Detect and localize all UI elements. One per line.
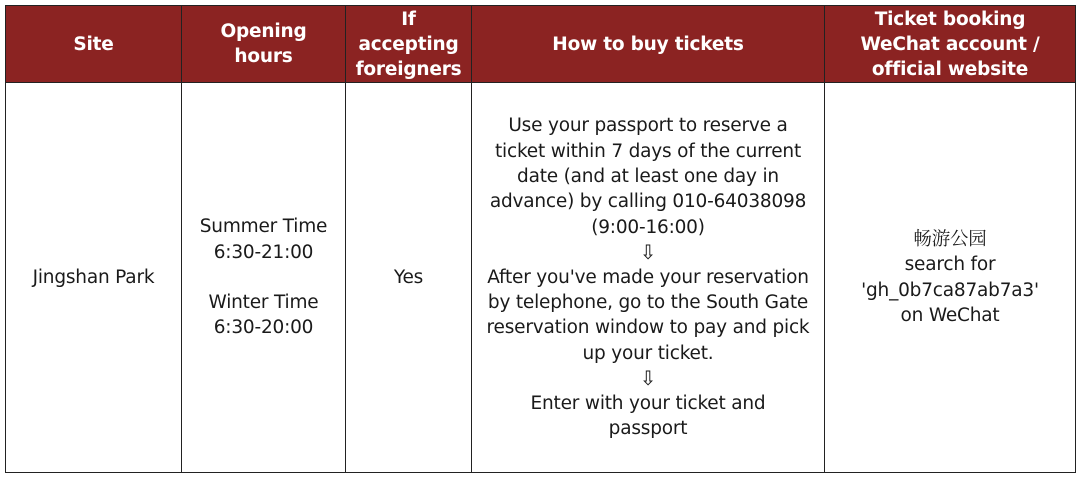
down-arrow-icon: ⇩: [639, 366, 657, 391]
winter-hours: 6:30-20:00: [213, 317, 314, 339]
cell-how-to-buy: [472, 83, 825, 473]
winter-label: Winter Time: [208, 292, 319, 313]
hours-spacer: [188, 265, 339, 290]
header-how-to-buy: How to buy tickets: [472, 6, 825, 83]
ticket-info-table: [5, 5, 1076, 473]
step-1-text: Use your passport to reserve a ticket within 7 days of the current date (and at least one day in advance) by calling 010-64038098 (9:00-16:00): [489, 115, 807, 238]
summer-hours: 6:30-21:00: [213, 241, 314, 263]
wechat-account-name: 畅游公园: [913, 228, 987, 250]
accepting-value: Yes: [393, 266, 424, 288]
down-arrow-icon: ⇩: [639, 239, 657, 264]
wechat-on-text: on WeChat: [900, 304, 1000, 326]
header-accepting-foreigners: If accepting foreigners: [346, 6, 472, 83]
cell-opening-hours: [182, 83, 346, 473]
header-site: Site: [6, 6, 182, 83]
table-row: [6, 83, 1076, 473]
cell-site: [6, 83, 182, 473]
header-ticket-booking: Ticket booking WeChat account / official website: [825, 6, 1076, 83]
header-opening-hours: Opening hours: [182, 6, 346, 83]
step-3-text: Enter with your ticket and passport: [530, 393, 766, 440]
site-name: Jingshan Park: [32, 266, 155, 288]
step-2-text: After you've made your reservation by telephone, go to the South Gate reservation window to pay and pick up your ticket.: [486, 266, 810, 364]
cell-accepting-foreigners: [346, 83, 472, 473]
cell-wechat-account: [825, 83, 1076, 473]
summer-label: Summer Time: [199, 216, 328, 238]
header-row: [6, 6, 1076, 83]
wechat-search-text: search for: [904, 254, 996, 276]
wechat-account-id: 'gh_0b7ca87ab7a3': [861, 279, 1039, 301]
